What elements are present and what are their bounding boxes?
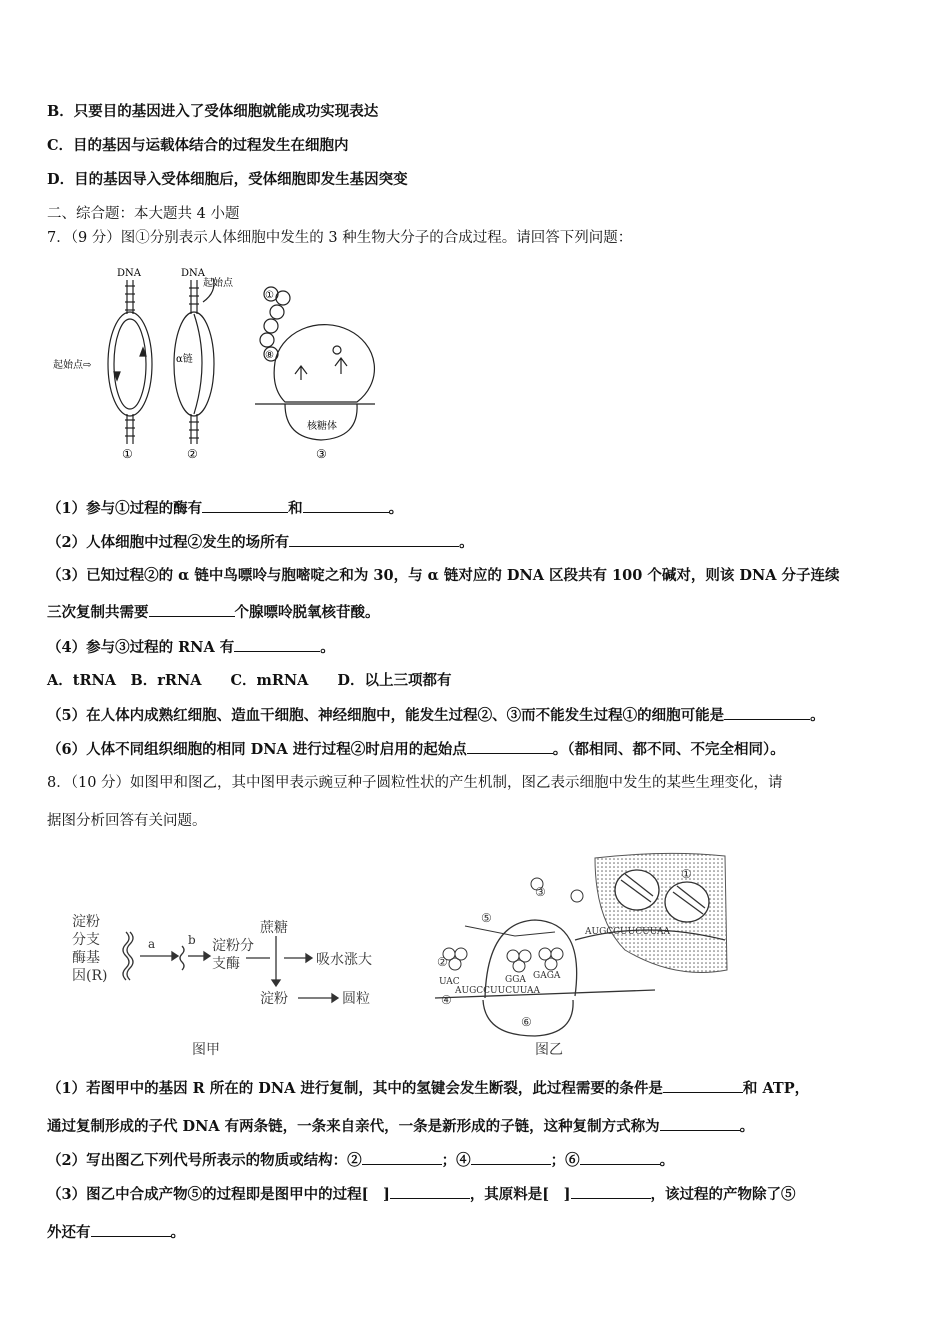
q8-p2-text: （2）写出图乙下列代号所表示的物质或结构：② bbox=[47, 1152, 362, 1169]
label-3: ③ bbox=[535, 885, 546, 899]
sequence-top: AUGCCUUCUUAA bbox=[585, 927, 670, 937]
figure-yi bbox=[425, 850, 740, 1060]
q8-p3-raw: ，其原料是[ ] bbox=[469, 1186, 571, 1203]
fig-num-3: ③ bbox=[316, 447, 327, 461]
anticodon-gga: GGA bbox=[505, 975, 526, 985]
q7-p6-text: （6）人体不同组织细胞的相同 DNA 进行过程②时启用的起始点 bbox=[47, 741, 467, 758]
q6-option-b: B．只要目的基因进入了受体细胞就能成功实现表达 bbox=[47, 103, 379, 120]
dna-label-1: DNA bbox=[117, 268, 141, 279]
q7-p3-text: 三次复制共需要 bbox=[47, 604, 149, 621]
starch-label: 淀粉 bbox=[260, 991, 288, 1007]
label-6: ⑥ bbox=[521, 1015, 532, 1029]
answer-blank[interactable] bbox=[149, 602, 235, 617]
arrow-b-label: b bbox=[188, 933, 196, 947]
answer-blank[interactable] bbox=[362, 1150, 442, 1165]
answer-blank[interactable] bbox=[234, 637, 320, 652]
origin-label-right: 起始点 bbox=[203, 278, 233, 289]
q8-p3-end: 。 bbox=[170, 1224, 185, 1241]
q8-p2-sep2: ；⑥ bbox=[550, 1152, 580, 1169]
q8-part1-line1 bbox=[47, 1078, 809, 1099]
q7-part3-line1: （3）已知过程②的 α 链中鸟嘌呤与胞嘧啶之和为 30，与 α 链对应的 DNA 区段共有 100 个碱对，则该 DNA 分子连续 bbox=[47, 567, 840, 584]
sucrose-label: 蔗糖 bbox=[260, 920, 288, 936]
q8-part1-line2 bbox=[47, 1116, 754, 1137]
arrow-a-label: a bbox=[148, 937, 156, 951]
q7-p5-text: （5）在人体内成熟红细胞、造血干细胞、神经细胞中，能发生过程②、③而不能发生过程①的细胞可能是 bbox=[47, 707, 725, 724]
q8-p1-text: （1）若图甲中的基因 R 所在的 DNA 进行复制，其中的氢键会发生断裂，此过程需要的条件是 bbox=[47, 1080, 663, 1097]
q8-part2 bbox=[47, 1150, 674, 1171]
round-label: 圆粒 bbox=[342, 991, 370, 1007]
q7-part5 bbox=[47, 705, 825, 726]
answer-blank[interactable] bbox=[660, 1116, 740, 1131]
answer-blank[interactable] bbox=[580, 1150, 660, 1165]
q7-p1-end: 。 bbox=[388, 500, 404, 517]
q7-part3-line2 bbox=[47, 602, 380, 623]
q8-p2-end: 。 bbox=[659, 1152, 675, 1169]
gene-label-1: 淀粉 bbox=[72, 914, 100, 930]
answer-blank[interactable] bbox=[663, 1078, 743, 1093]
label-5: ⑤ bbox=[481, 911, 492, 925]
q7-figure bbox=[45, 262, 385, 462]
gene-label-4: 因(R) bbox=[72, 968, 108, 984]
water-label: 吸水涨大 bbox=[316, 952, 372, 968]
q7-p1-and: 和 bbox=[288, 500, 303, 517]
origin-label-left: 起始点⇨ bbox=[53, 360, 92, 371]
fig3-circle-1: ① bbox=[265, 290, 274, 301]
fig-num-2: ② bbox=[187, 447, 198, 461]
q8-p2-sep1: ；④ bbox=[441, 1152, 471, 1169]
q7-p2-text: （2）人体细胞中过程②发生的场所有 bbox=[47, 534, 290, 551]
translation-diagram bbox=[255, 287, 375, 440]
caption-jia: 图甲 bbox=[192, 1042, 220, 1058]
anticodon-uac: UAC bbox=[439, 977, 460, 987]
q8-stem-line1: 8．（10 分）如图甲和图乙，其中图甲表示豌豆种子圆粒性状的产生机制，图乙表示细胞中发生的某些生理变化，请 bbox=[47, 775, 783, 791]
answer-blank[interactable] bbox=[471, 1150, 551, 1165]
ribosome-label: 核糖体 bbox=[307, 421, 337, 432]
q7-p6-end: 。（都相同、都不同、不完全相同）。 bbox=[552, 741, 785, 758]
figure-jia bbox=[70, 910, 410, 1060]
anticodon-gaga: GAGA bbox=[533, 971, 561, 981]
fig-num-1: ① bbox=[122, 447, 133, 461]
q6-option-d: D．目的基因导入受体细胞后，受体细胞即发生基因突变 bbox=[47, 171, 408, 188]
answer-blank[interactable] bbox=[91, 1222, 171, 1237]
section-heading: 二、综合题：本大题共 4 小题 bbox=[47, 206, 240, 222]
label-4: ④ bbox=[441, 993, 452, 1007]
replication-diagram bbox=[108, 280, 152, 444]
answer-blank[interactable] bbox=[390, 1184, 470, 1199]
q6-option-c: C．目的基因与运载体结合的过程发生在细胞内 bbox=[47, 137, 349, 154]
q7-p3-end: 个腺嘌呤脱氧核苷酸。 bbox=[234, 604, 380, 621]
sequence-bottom: AUGCCUUCUUAA bbox=[455, 986, 540, 996]
answer-blank[interactable] bbox=[303, 498, 389, 513]
label-2: ② bbox=[437, 955, 448, 969]
q8-part3-line2 bbox=[47, 1222, 185, 1243]
nucleus-region bbox=[595, 853, 727, 972]
q7-p5-end: 。 bbox=[810, 707, 825, 724]
q8-p1-end: 。 bbox=[739, 1118, 755, 1135]
fig3-circle-8: ⑧ bbox=[265, 350, 274, 361]
q8-part3-line1 bbox=[47, 1184, 796, 1205]
alpha-chain-label: α链 bbox=[176, 354, 193, 365]
answer-blank[interactable] bbox=[289, 532, 459, 547]
q7-part6 bbox=[47, 739, 785, 760]
answer-blank[interactable] bbox=[467, 739, 553, 754]
gene-label-2: 分支 bbox=[72, 932, 100, 948]
answer-blank[interactable] bbox=[202, 498, 288, 513]
enzyme-label-2: 支酶 bbox=[212, 956, 240, 972]
q8-stem-line2: 据图分析回答有关问题。 bbox=[47, 813, 207, 829]
q7-part4 bbox=[47, 637, 335, 658]
q8-p3-text: （3）图乙中合成产物⑤的过程即是图甲中的过程[ ] bbox=[47, 1186, 390, 1203]
q8-p3-text2: 外还有 bbox=[47, 1224, 91, 1241]
label-1: ① bbox=[681, 867, 692, 881]
q7-p1-text: （1）参与①过程的酶有 bbox=[47, 500, 203, 517]
q7-p2-end: 。 bbox=[459, 534, 474, 551]
q8-p1-atp: 和 ATP， bbox=[742, 1080, 810, 1097]
q8-p1-text2: 通过复制形成的子代 DNA 有两条链，一条来自亲代，一条是新形成的子链，这种复制方式称为 bbox=[47, 1118, 660, 1135]
q7-part1 bbox=[47, 498, 403, 519]
dna-label-2: DNA bbox=[181, 268, 205, 279]
enzyme-label-1: 淀粉分 bbox=[212, 938, 254, 954]
gene-label-3: 酶基 bbox=[72, 950, 100, 966]
q8-p3-product: ，该过程的产物除了⑤ bbox=[650, 1186, 796, 1203]
answer-blank[interactable] bbox=[724, 705, 810, 720]
q7-options: A．tRNA B．rRNA C．mRNA D．以上三项都有 bbox=[47, 672, 452, 689]
trna-molecules bbox=[443, 878, 583, 972]
answer-blank[interactable] bbox=[571, 1184, 651, 1199]
q7-stem: 7．（9 分）图①分别表示人体细胞中发生的 3 种生物大分子的合成过程。请回答下列问题： bbox=[47, 230, 633, 246]
caption-yi: 图乙 bbox=[535, 1042, 563, 1058]
q7-p4-text: （4）参与③过程的 RNA 有 bbox=[47, 639, 235, 656]
q7-part2 bbox=[47, 532, 474, 553]
q7-p4-end: 。 bbox=[320, 639, 335, 656]
